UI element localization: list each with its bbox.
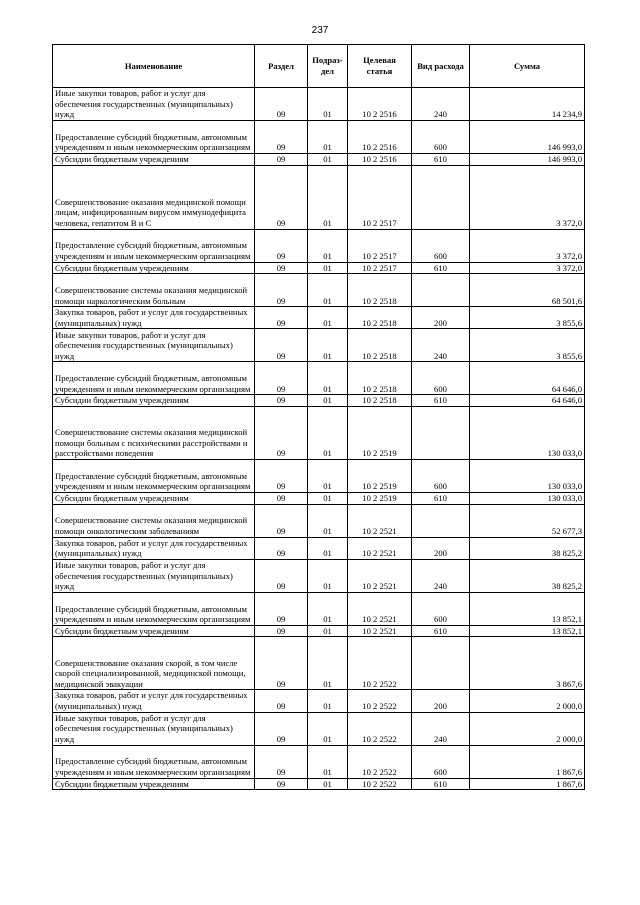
cell-target: 10 2 2517: [348, 229, 412, 262]
cell-sum: 14 234,9: [470, 88, 585, 121]
table-row: [53, 745, 585, 778]
cell-sum: 130 033,0: [470, 406, 585, 459]
header-name: Наименование: [53, 45, 255, 88]
cell-section: 09: [255, 492, 308, 504]
cell-type: 610: [412, 778, 470, 790]
cell-name: Иные закупки товаров, работ и услуг для обеспечения государственных (муниципальных) нужд: [53, 559, 255, 592]
cell-target: 10 2 2522: [348, 745, 412, 778]
cell-sum: 64 646,0: [470, 362, 585, 395]
table-row: [53, 637, 585, 690]
cell-section: 09: [255, 559, 308, 592]
cell-name: Совершенствование системы оказания медицинской помощи онкологическим заболеваниям: [53, 504, 255, 537]
table-row: [53, 492, 585, 504]
cell-subsection: 01: [308, 504, 348, 537]
table-row: [53, 165, 585, 229]
cell-type: 200: [412, 307, 470, 329]
cell-subsection: 01: [308, 395, 348, 407]
cell-target: 10 2 2518: [348, 395, 412, 407]
cell-section: 09: [255, 229, 308, 262]
header-sum: Сумма: [470, 45, 585, 88]
table-row: [53, 229, 585, 262]
table-row: [53, 274, 585, 307]
cell-target: 10 2 2516: [348, 88, 412, 121]
cell-sum: 130 033,0: [470, 459, 585, 492]
cell-subsection: 01: [308, 625, 348, 637]
cell-type: 600: [412, 121, 470, 154]
header-target: Целевая статья: [348, 45, 412, 88]
cell-name: Предоставление субсидий бюджетным, автономным учреждениям и иным некоммерческим организациям: [53, 745, 255, 778]
cell-type: [412, 504, 470, 537]
cell-name: Предоставление субсидий бюджетным, автономным учреждениям и иным некоммерческим организациям: [53, 229, 255, 262]
cell-name: Закупка товаров, работ и услуг для государственных (муниципальных) нужд: [53, 690, 255, 712]
cell-type: 200: [412, 690, 470, 712]
cell-name: Субсидии бюджетным учреждениям: [53, 262, 255, 274]
table-row: [53, 395, 585, 407]
cell-sum: 38 825,2: [470, 537, 585, 559]
cell-subsection: 01: [308, 307, 348, 329]
cell-section: 09: [255, 592, 308, 625]
cell-type: 610: [412, 625, 470, 637]
cell-type: [412, 165, 470, 229]
cell-subsection: 01: [308, 492, 348, 504]
cell-target: 10 2 2521: [348, 537, 412, 559]
cell-subsection: 01: [308, 165, 348, 229]
table-row: [53, 121, 585, 154]
cell-target: 10 2 2518: [348, 362, 412, 395]
cell-section: 09: [255, 329, 308, 362]
cell-section: 09: [255, 362, 308, 395]
cell-target: 10 2 2521: [348, 625, 412, 637]
cell-section: 09: [255, 459, 308, 492]
cell-target: 10 2 2519: [348, 492, 412, 504]
cell-subsection: 01: [308, 592, 348, 625]
cell-subsection: 01: [308, 559, 348, 592]
cell-type: 600: [412, 362, 470, 395]
cell-section: 09: [255, 154, 308, 166]
cell-subsection: 01: [308, 745, 348, 778]
table-body: [53, 88, 585, 790]
cell-name: Предоставление субсидий бюджетным, автономным учреждениям и иным некоммерческим организациям: [53, 459, 255, 492]
cell-section: 09: [255, 395, 308, 407]
cell-sum: 64 646,0: [470, 395, 585, 407]
cell-name: Закупка товаров, работ и услуг для государственных (муниципальных) нужд: [53, 307, 255, 329]
cell-name: Субсидии бюджетным учреждениям: [53, 154, 255, 166]
cell-type: 600: [412, 592, 470, 625]
table-row: [53, 537, 585, 559]
cell-sum: 3 855,6: [470, 329, 585, 362]
cell-type: 240: [412, 559, 470, 592]
cell-name: Субсидии бюджетным учреждениям: [53, 625, 255, 637]
table-row: [53, 690, 585, 712]
table-row: [53, 406, 585, 459]
cell-sum: 3 855,6: [470, 307, 585, 329]
cell-sum: 3 372,0: [470, 262, 585, 274]
cell-subsection: 01: [308, 537, 348, 559]
cell-sum: 3 372,0: [470, 229, 585, 262]
cell-sum: 1 867,6: [470, 778, 585, 790]
cell-type: 610: [412, 262, 470, 274]
cell-subsection: 01: [308, 262, 348, 274]
cell-section: 09: [255, 625, 308, 637]
cell-sum: 2 000,0: [470, 712, 585, 745]
cell-name: Иные закупки товаров, работ и услуг для обеспечения государственных (муниципальных) нужд: [53, 88, 255, 121]
cell-name: Закупка товаров, работ и услуг для государственных (муниципальных) нужд: [53, 537, 255, 559]
cell-subsection: 01: [308, 154, 348, 166]
cell-type: 240: [412, 329, 470, 362]
cell-type: 610: [412, 154, 470, 166]
cell-sum: 3 372,0: [470, 165, 585, 229]
cell-subsection: 01: [308, 88, 348, 121]
cell-subsection: 01: [308, 229, 348, 262]
cell-target: 10 2 2517: [348, 262, 412, 274]
cell-section: 09: [255, 537, 308, 559]
cell-subsection: 01: [308, 406, 348, 459]
header-subsection: Подраз-дел: [308, 45, 348, 88]
table-row: [53, 712, 585, 745]
cell-target: 10 2 2518: [348, 274, 412, 307]
cell-section: 09: [255, 274, 308, 307]
cell-subsection: 01: [308, 329, 348, 362]
cell-sum: 130 033,0: [470, 492, 585, 504]
cell-target: 10 2 2522: [348, 690, 412, 712]
cell-section: 09: [255, 165, 308, 229]
cell-sum: 146 993,0: [470, 154, 585, 166]
cell-sum: 52 677,3: [470, 504, 585, 537]
cell-target: 10 2 2522: [348, 637, 412, 690]
cell-name: Предоставление субсидий бюджетным, автономным учреждениям и иным некоммерческим организациям: [53, 121, 255, 154]
cell-subsection: 01: [308, 362, 348, 395]
cell-section: 09: [255, 262, 308, 274]
table-row: [53, 625, 585, 637]
table-row: [53, 362, 585, 395]
cell-target: 10 2 2518: [348, 307, 412, 329]
cell-subsection: 01: [308, 121, 348, 154]
table-row: [53, 154, 585, 166]
cell-section: 09: [255, 307, 308, 329]
cell-type: 600: [412, 229, 470, 262]
cell-name: Иные закупки товаров, работ и услуг для обеспечения государственных (муниципальных) нужд: [53, 329, 255, 362]
table-row: [53, 559, 585, 592]
cell-type: 600: [412, 745, 470, 778]
cell-name: Совершенствование системы оказания медицинской помощи наркологическим больным: [53, 274, 255, 307]
cell-section: 09: [255, 712, 308, 745]
table-row: [53, 88, 585, 121]
cell-name: Предоставление субсидий бюджетным, автономным учреждениям и иным некоммерческим организациям: [53, 592, 255, 625]
cell-subsection: 01: [308, 274, 348, 307]
cell-name: Субсидии бюджетным учреждениям: [53, 492, 255, 504]
cell-name: Субсидии бюджетным учреждениям: [53, 778, 255, 790]
cell-sum: 2 000,0: [470, 690, 585, 712]
cell-sum: 3 867,6: [470, 637, 585, 690]
cell-name: Иные закупки товаров, работ и услуг для обеспечения государственных (муниципальных) нужд: [53, 712, 255, 745]
cell-section: 09: [255, 504, 308, 537]
cell-sum: 13 852,1: [470, 592, 585, 625]
cell-type: 240: [412, 88, 470, 121]
cell-subsection: 01: [308, 690, 348, 712]
cell-sum: 38 825,2: [470, 559, 585, 592]
cell-target: 10 2 2522: [348, 712, 412, 745]
cell-type: 610: [412, 492, 470, 504]
cell-target: 10 2 2516: [348, 121, 412, 154]
budget-table: [52, 44, 585, 790]
table-row: [53, 592, 585, 625]
cell-target: 10 2 2519: [348, 459, 412, 492]
cell-section: 09: [255, 690, 308, 712]
cell-type: 600: [412, 459, 470, 492]
cell-type: [412, 406, 470, 459]
header-section: Раздел: [255, 45, 308, 88]
table-row: [53, 262, 585, 274]
cell-target: 10 2 2521: [348, 592, 412, 625]
cell-target: 10 2 2521: [348, 559, 412, 592]
cell-sum: 146 993,0: [470, 121, 585, 154]
table-row: [53, 778, 585, 790]
cell-type: [412, 637, 470, 690]
cell-subsection: 01: [308, 712, 348, 745]
cell-name: Субсидии бюджетным учреждениям: [53, 395, 255, 407]
cell-target: 10 2 2519: [348, 406, 412, 459]
table-header-row: [53, 45, 585, 88]
cell-name: Совершенствование системы оказания медицинской помощи больным с психическими расстройствами и расстройствами поведения: [53, 406, 255, 459]
header-type: Вид расхода: [412, 45, 470, 88]
cell-sum: 1 867,6: [470, 745, 585, 778]
cell-sum: 68 501,6: [470, 274, 585, 307]
table-row: [53, 307, 585, 329]
cell-type: 610: [412, 395, 470, 407]
cell-type: 240: [412, 712, 470, 745]
table-row: [53, 329, 585, 362]
cell-target: 10 2 2521: [348, 504, 412, 537]
cell-type: 200: [412, 537, 470, 559]
cell-target: 10 2 2522: [348, 778, 412, 790]
cell-subsection: 01: [308, 459, 348, 492]
cell-target: 10 2 2517: [348, 165, 412, 229]
cell-section: 09: [255, 778, 308, 790]
cell-section: 09: [255, 88, 308, 121]
cell-subsection: 01: [308, 637, 348, 690]
cell-section: 09: [255, 745, 308, 778]
table-row: [53, 459, 585, 492]
cell-type: [412, 274, 470, 307]
cell-target: 10 2 2516: [348, 154, 412, 166]
cell-section: 09: [255, 637, 308, 690]
cell-name: Предоставление субсидий бюджетным, автономным учреждениям и иным некоммерческим организациям: [53, 362, 255, 395]
cell-section: 09: [255, 406, 308, 459]
cell-section: 09: [255, 121, 308, 154]
table-row: [53, 504, 585, 537]
cell-name: Совершенствование оказания медицинской помощи лицам, инфицированным вирусом иммунодефицита человека, гепатитом В и С: [53, 165, 255, 229]
page-number: 237: [311, 25, 329, 36]
cell-sum: 13 852,1: [470, 625, 585, 637]
cell-subsection: 01: [308, 778, 348, 790]
cell-target: 10 2 2518: [348, 329, 412, 362]
cell-name: Совершенствование оказания скорой, в том числе скорой специализированной, медицинской помощи, медицинской эвакуации: [53, 637, 255, 690]
